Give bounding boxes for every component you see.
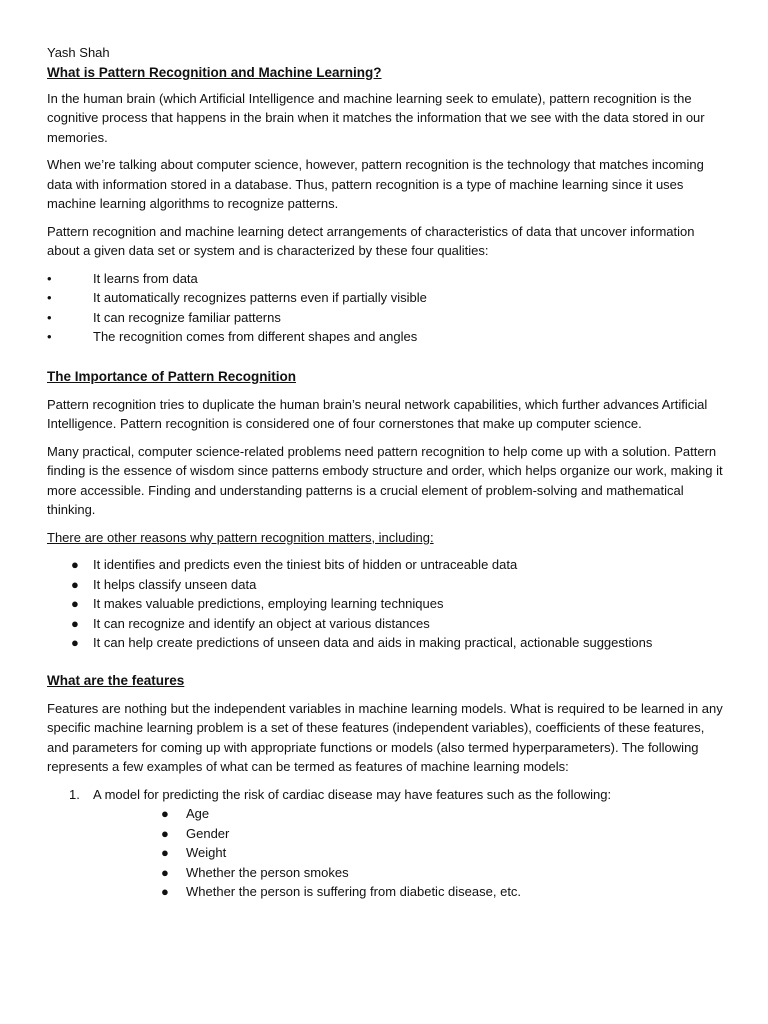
- qualities-list: [47, 269, 724, 347]
- list-item: ● Weight: [47, 843, 724, 863]
- bullet-icon: ●: [71, 576, 79, 592]
- bullet-icon: ●: [71, 596, 79, 611]
- list-item: [47, 785, 724, 902]
- bullet-icon: ●: [161, 884, 169, 899]
- list-item: ● It can recognize and identify an object at various distances: [47, 614, 724, 634]
- author-name: Yash Shah: [47, 45, 110, 60]
- list-item: ● It identifies and predicts even the tiniest bits of hidden or untraceable data: [47, 555, 724, 575]
- intro-paragraph: In the human brain (which Artificial Intelligence and machine learning seek to emulate), pattern recognition is the cognitive process that happens in the brain when it matches the information that we see with the data stored in our memories.: [47, 90, 705, 145]
- features-paragraph: Features are nothing but the independent variables in machine learning models. What is required to be learned in any specific machine learning problem is a set of these features (independent variables), coefficients of these features, and parameters for coming up with appropriate functions or models (also termed hyperparameters). The following represents a few examples of what can be termed as features of machine learning models:: [47, 700, 723, 774]
- example-features-list: [47, 804, 724, 902]
- bullet-icon: •: [47, 270, 52, 286]
- section-heading-importance: The Importance of Pattern Recognition: [47, 368, 297, 384]
- bullet-icon: •: [47, 329, 52, 344]
- intro-paragraph: Pattern recognition and machine learning detect arrangements of characteristics of data that uncover information about a given data set or system and is characterized by these four qualities:: [47, 223, 695, 258]
- bullet-icon: •: [47, 309, 52, 325]
- importance-paragraph: Many practical, computer science-related problems need pattern recognition to help come up with a solution. Pattern finding is the essence of wisdom since patterns embody structure and order, which helps organize our work, making it more accessible. Finding and understanding patterns is a crucial element of problem-solving and mathematical thinking.: [47, 443, 723, 517]
- list-item: ● It helps classify unseen data: [47, 575, 724, 595]
- list-item: ● It can help create predictions of unseen data and aids in making practical, actionable suggestions: [47, 633, 724, 653]
- reasons-intro: There are other reasons why pattern recognition matters, including:: [47, 529, 434, 545]
- list-number: 1.: [69, 786, 80, 802]
- list-item: ● Gender: [47, 824, 724, 844]
- bullet-icon: ●: [71, 615, 79, 631]
- list-item: • It can recognize familiar patterns: [47, 308, 724, 328]
- list-item: • It learns from data: [47, 269, 724, 289]
- bullet-icon: ●: [71, 635, 79, 650]
- document-title: What is Pattern Recognition and Machine Learning?: [47, 64, 382, 80]
- bullet-icon: ●: [161, 864, 169, 880]
- section-heading-features: What are the features: [47, 672, 185, 688]
- features-examples-list: [47, 785, 724, 902]
- intro-paragraph: When we’re talking about computer science, however, pattern recognition is the technology that matches incoming data with information stored in a database. Thus, pattern recognition is a type of machine learning since it uses machine learning algorithms to recognize patterns.: [47, 157, 704, 211]
- list-item: ● Whether the person is suffering from diabetic disease, etc.: [47, 882, 724, 902]
- reasons-list: [47, 555, 724, 653]
- bullet-icon: •: [47, 290, 52, 305]
- bullet-icon: ●: [161, 825, 169, 841]
- list-item: ● It makes valuable predictions, employing learning techniques: [47, 594, 724, 614]
- bullet-icon: ●: [161, 845, 169, 860]
- list-item: • It automatically recognizes patterns even if partially visible: [47, 288, 724, 308]
- list-item: ● Age: [47, 804, 724, 824]
- list-item: ● Whether the person smokes: [47, 863, 724, 883]
- list-item: • The recognition comes from different shapes and angles: [47, 327, 724, 347]
- bullet-icon: ●: [161, 806, 169, 821]
- example-text: A model for predicting the risk of cardiac disease may have features such as the following:: [93, 786, 612, 802]
- bullet-icon: ●: [71, 557, 79, 572]
- importance-paragraph: Pattern recognition tries to duplicate the human brain’s neural network capabilities, which further advances Artificial Intelligence. Pattern recognition is considered one of four cornerstones that make up computer science.: [47, 396, 708, 431]
